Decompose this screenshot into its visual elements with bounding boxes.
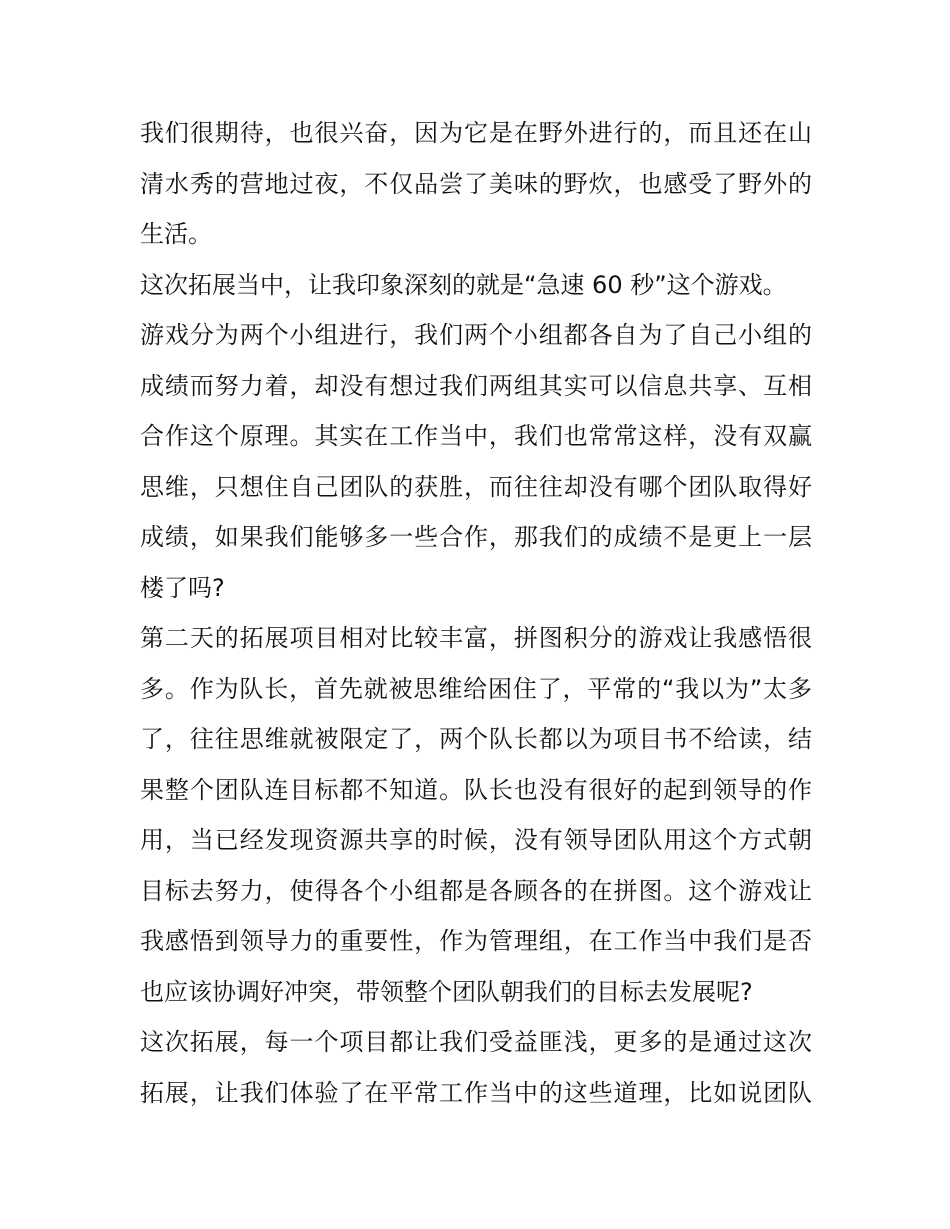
- text-line-15: 用，当已经发现资源共享的时候，没有领导团队用这个方式朝: [140, 826, 812, 854]
- text-line-3: 生活。: [140, 220, 212, 248]
- text-line-10: 楼了吗?: [140, 573, 225, 602]
- text-line-18: 也应该协调好冲突，带领整个团队朝我们的目标去发展呢?: [140, 977, 753, 1006]
- text-line-17: 我感悟到领导力的重要性，作为管理组，在工作当中我们是否: [140, 927, 812, 955]
- text-line-6: 成绩而努力着，却没有想过我们两组其实可以信息共享、互相: [140, 371, 812, 400]
- text-line-12: 多。作为队长，首先就被思维给困住了，平常的“我以为”太多: [140, 674, 812, 703]
- text-line-2: 清水秀的营地过夜，不仅品尝了美味的野炊，也感受了野外的: [140, 169, 812, 198]
- document-body: [140, 108, 812, 1118]
- text-line-7: 合作这个原理。其实在工作当中，我们也常常这样，没有双赢: [140, 422, 812, 450]
- text-line-16: 目标去努力，使得各个小组都是各顾各的在拼图。这个游戏让: [140, 876, 812, 905]
- text-line-14: 果整个团队连目标都不知道。队长也没有很好的起到领导的作: [140, 775, 812, 804]
- text-line-9: 成绩，如果我们能够多一些合作，那我们的成绩不是更上一层: [140, 523, 812, 551]
- text-line-5: 游戏分为两个小组进行，我们两个小组都各自为了自己小组的: [140, 321, 812, 349]
- text-line-19: 这次拓展，每一个项目都让我们受益匪浅，更多的是通过这次: [140, 1028, 812, 1056]
- text-line-8: 思维，只想住自己团队的获胜，而往往却没有哪个团队取得好: [140, 472, 812, 501]
- text-line-4: 这次拓展当中，让我印象深刻的就是“急速 60 秒”这个游戏。: [140, 270, 787, 299]
- text-line-1: 我们很期待，也很兴奋，因为它是在野外进行的，而且还在山: [140, 119, 812, 147]
- text-line-11: 第二天的拓展项目相对比较丰富，拼图积分的游戏让我感悟很: [140, 624, 812, 652]
- text-line-13: 了，往往思维就被限定了，两个队长都以为项目书不给读，结: [140, 725, 812, 753]
- text-line-20: 拓展，让我们体验了在平常工作当中的这些道理，比如说团队: [140, 1078, 812, 1107]
